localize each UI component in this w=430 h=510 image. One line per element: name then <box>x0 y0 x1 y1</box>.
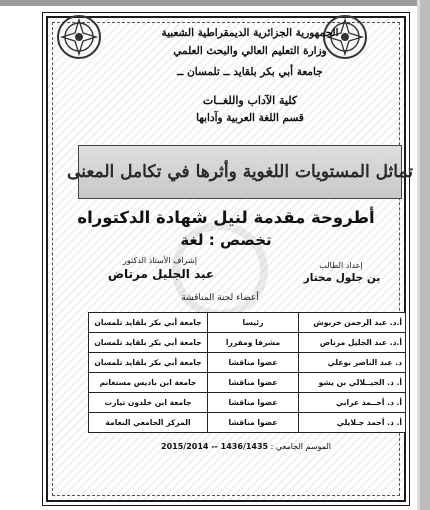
member-name: أ.د. عبد الجليل مرتاض <box>299 333 406 353</box>
academic-season <box>96 442 396 451</box>
supervisor-name: عبد الجليل مرتاض <box>107 267 215 281</box>
header-republic: الجمهورية الجزائرية الديمقراطية الشعبية <box>161 27 339 39</box>
member-name: أ. د. أحمد جـلايلي <box>299 413 406 433</box>
season-years: 1436/1435 -- 2015/2014 <box>161 442 269 451</box>
committee-table <box>88 312 406 433</box>
member-university: جامعة ابن باديس مستغانم <box>89 373 208 393</box>
screen-edge-right <box>420 0 430 510</box>
member-role: عضوا مناقشا <box>208 353 299 373</box>
table-row <box>89 313 406 333</box>
student-name: بن جلول مختار <box>303 272 381 284</box>
supervisor-label: إشراف الأستاذ الدكتور <box>123 256 197 265</box>
header-faculty: كلية الآداب واللغــات <box>202 94 298 107</box>
member-university: المركز الجامعي النعامة <box>89 413 208 433</box>
member-university: جامعة أبي بكر بلقايد تلمسان <box>89 333 208 353</box>
table-row <box>89 333 406 353</box>
member-name: أ. د. أحــمد عرابي <box>299 393 406 413</box>
table-row <box>89 393 406 413</box>
season-label: الموسم الجامعي : <box>270 442 331 451</box>
member-university: جامعة ابن خلدون تيارت <box>89 393 208 413</box>
thesis-label: أطروحة مقدمة لنيل شهادة الدكتوراه <box>77 208 375 227</box>
header-university: جامعة أبي بكر بلقايد ــ تلمسان ــ <box>177 66 323 78</box>
table-row <box>89 373 406 393</box>
member-role: مشرفا ومقررا <box>208 333 299 353</box>
specialty-label: تخصص : لغة <box>180 231 272 249</box>
member-name: أ. د. الجيــلالي بن يشو <box>299 373 406 393</box>
member-role: عضوا مناقشا <box>208 413 299 433</box>
committee-title: أعضاء لجنة المناقشة <box>181 293 259 303</box>
member-role: عضوا مناقشا <box>208 373 299 393</box>
header-ministry: وزارة التعليم العالي والبحث العلمي <box>173 45 327 57</box>
screen-edge-top <box>0 0 430 6</box>
table-row <box>89 413 406 433</box>
thesis-title: تماثل المستويات اللغوية وأثرها في تكامل المعنى <box>67 162 413 182</box>
member-university: جامعة أبي بكر بلقايد تلمسان <box>89 313 208 333</box>
member-role: رئيسا <box>208 313 299 333</box>
member-name: د. عبد الناصر بوعلي <box>299 353 406 373</box>
student-label: إعداد الطالب <box>319 261 363 270</box>
header-department: قسم اللغة العربية وآدابها <box>196 112 304 124</box>
table-row <box>89 353 406 373</box>
thesis-title-box <box>67 145 413 199</box>
member-name: أ.د. عبد الرحمن خربوش <box>299 313 406 333</box>
member-university: جامعة أبي بكر بلقايد تلمسان <box>89 353 208 373</box>
member-role: عضوا مناقشا <box>208 393 299 413</box>
